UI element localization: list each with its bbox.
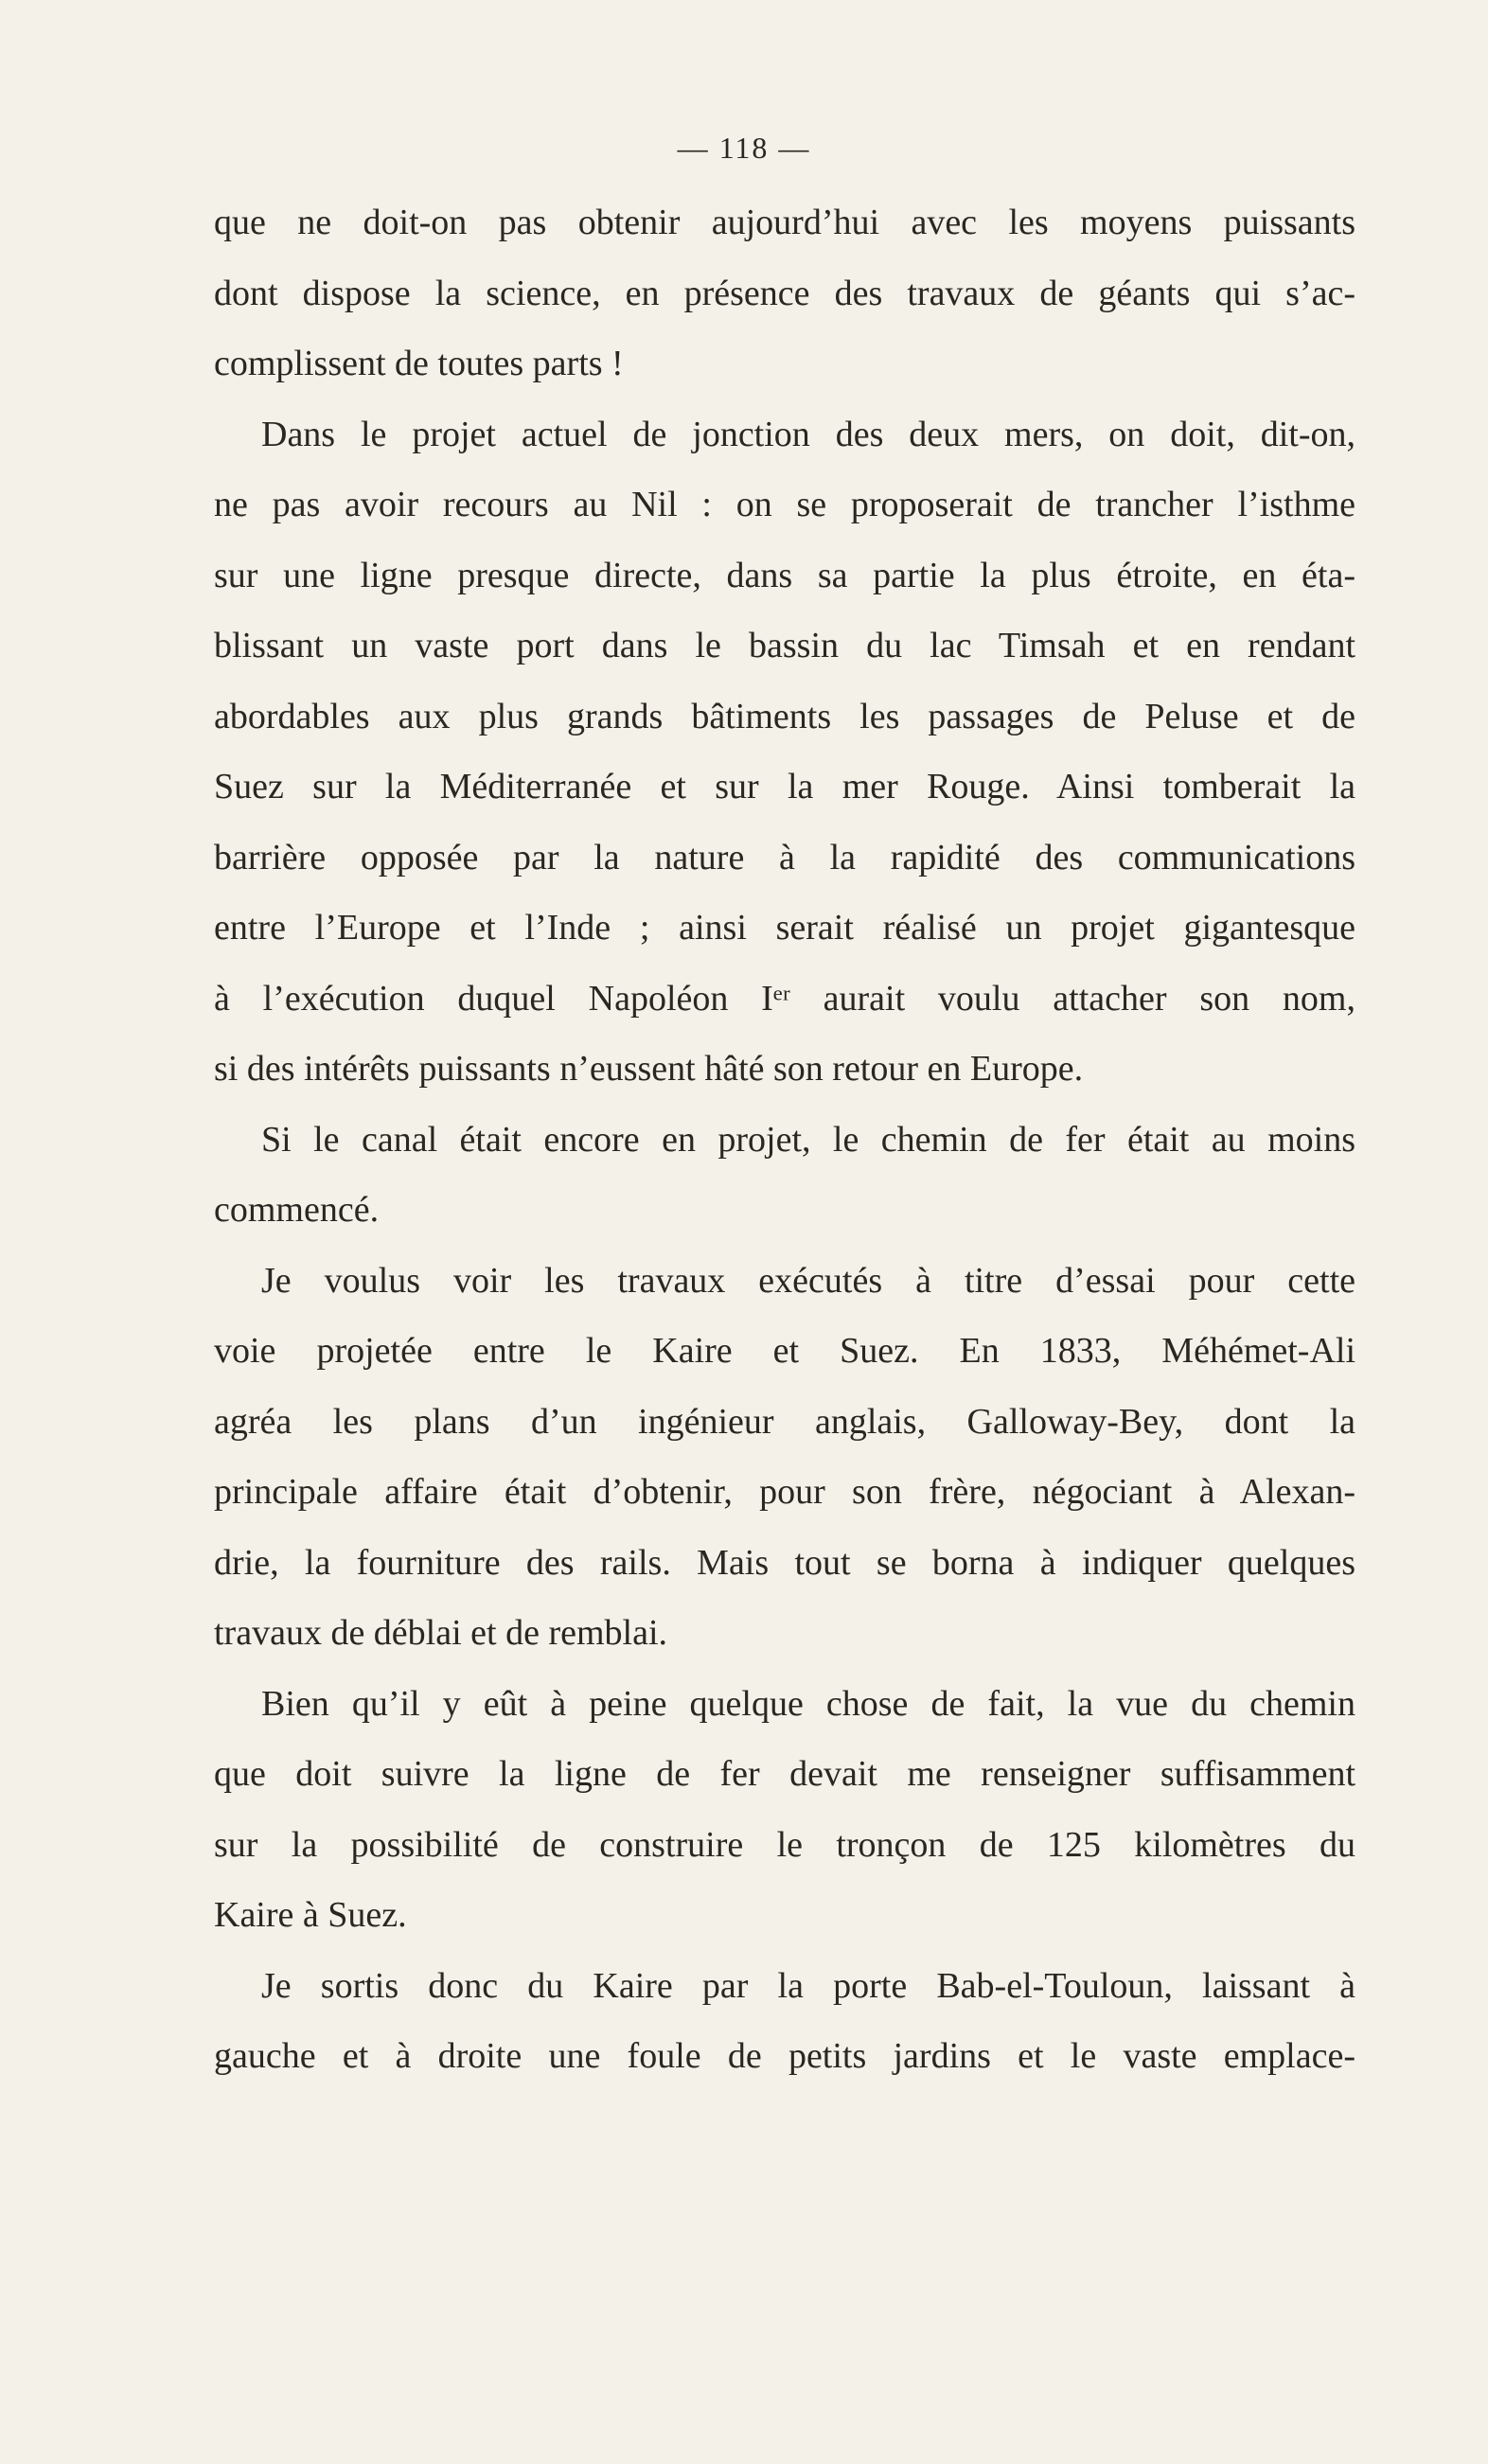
text-line: Si le canal était encore en projet, le chemin de fer était au moins xyxy=(261,1119,1355,1160)
text-line: Bien qu’il y eût à peine quelque chose de fait, la vue du chemin xyxy=(261,1683,1355,1724)
text-line: Kaire à Suez. xyxy=(214,1895,407,1935)
body-text xyxy=(214,187,1355,2092)
text-line: Je voulus voir les travaux exécutés à titre d’essai pour cette xyxy=(261,1260,1355,1301)
text-line: principale affaire était d’obtenir, pour son frère, négociant à Alexan- xyxy=(214,1472,1355,1512)
text-line: Je sortis donc du Kaire par la porte Bab-el-Touloun, laissant à xyxy=(261,1965,1355,2006)
text-line: abordables aux plus grands bâtiments les passages de Peluse et de xyxy=(214,696,1355,736)
text-line: travaux de déblai et de remblai. xyxy=(214,1613,668,1653)
text-line: voie projetée entre le Kaire et Suez. En 1833, Méhémet-Ali xyxy=(214,1331,1355,1371)
text-line: sur la possibilité de construire le tronçon de 125 kilomètres du xyxy=(214,1824,1355,1865)
text-line: drie, la fourniture des rails. Mais tout se borna à indiquer quelques xyxy=(214,1542,1355,1583)
text-line: que doit suivre la ligne de fer devait me renseigner suffisamment xyxy=(214,1754,1355,1794)
text-line: agréa les plans d’un ingénieur anglais, Galloway-Bey, dont la xyxy=(214,1401,1355,1442)
text-line: gauche et à droite une foule de petits jardins et le vaste emplace- xyxy=(214,2036,1355,2076)
text-line: à l’exécution duquel Napoléon Iᵉʳ aurait voulu attacher son nom, xyxy=(214,978,1355,1019)
text-line: si des intérêts puissants n’eussent hâté son retour en Europe. xyxy=(214,1049,1084,1089)
text-line: sur une ligne presque directe, dans sa partie la plus étroite, en éta- xyxy=(214,555,1355,595)
text-line: complissent de toutes parts ! xyxy=(214,344,624,383)
page-number: — 118 — xyxy=(677,131,811,165)
text-line: blissant un vaste port dans le bassin du lac Timsah et en rendant xyxy=(214,626,1355,665)
text-line: Dans le projet actuel de jonction des deux mers, on doit, dit-on, xyxy=(261,414,1355,454)
text-line: Suez sur la Méditerranée et sur la mer Rouge. Ainsi tomberait la xyxy=(214,767,1355,807)
text-line: que ne doit-on pas obtenir aujourd’hui avec les moyens puissants xyxy=(214,203,1355,242)
text-line: commencé. xyxy=(214,1190,380,1230)
text-line: dont dispose la science, en présence des travaux de géants qui s’ac- xyxy=(214,273,1355,313)
text-line: ne pas avoir recours au Nil : on se proposerait de trancher l’isthme xyxy=(214,485,1355,524)
text-line: barrière opposée par la nature à la rapidité des communications xyxy=(214,837,1355,877)
text-line: entre l’Europe et l’Inde ; ainsi serait réalisé un projet gigantesque xyxy=(214,908,1355,948)
